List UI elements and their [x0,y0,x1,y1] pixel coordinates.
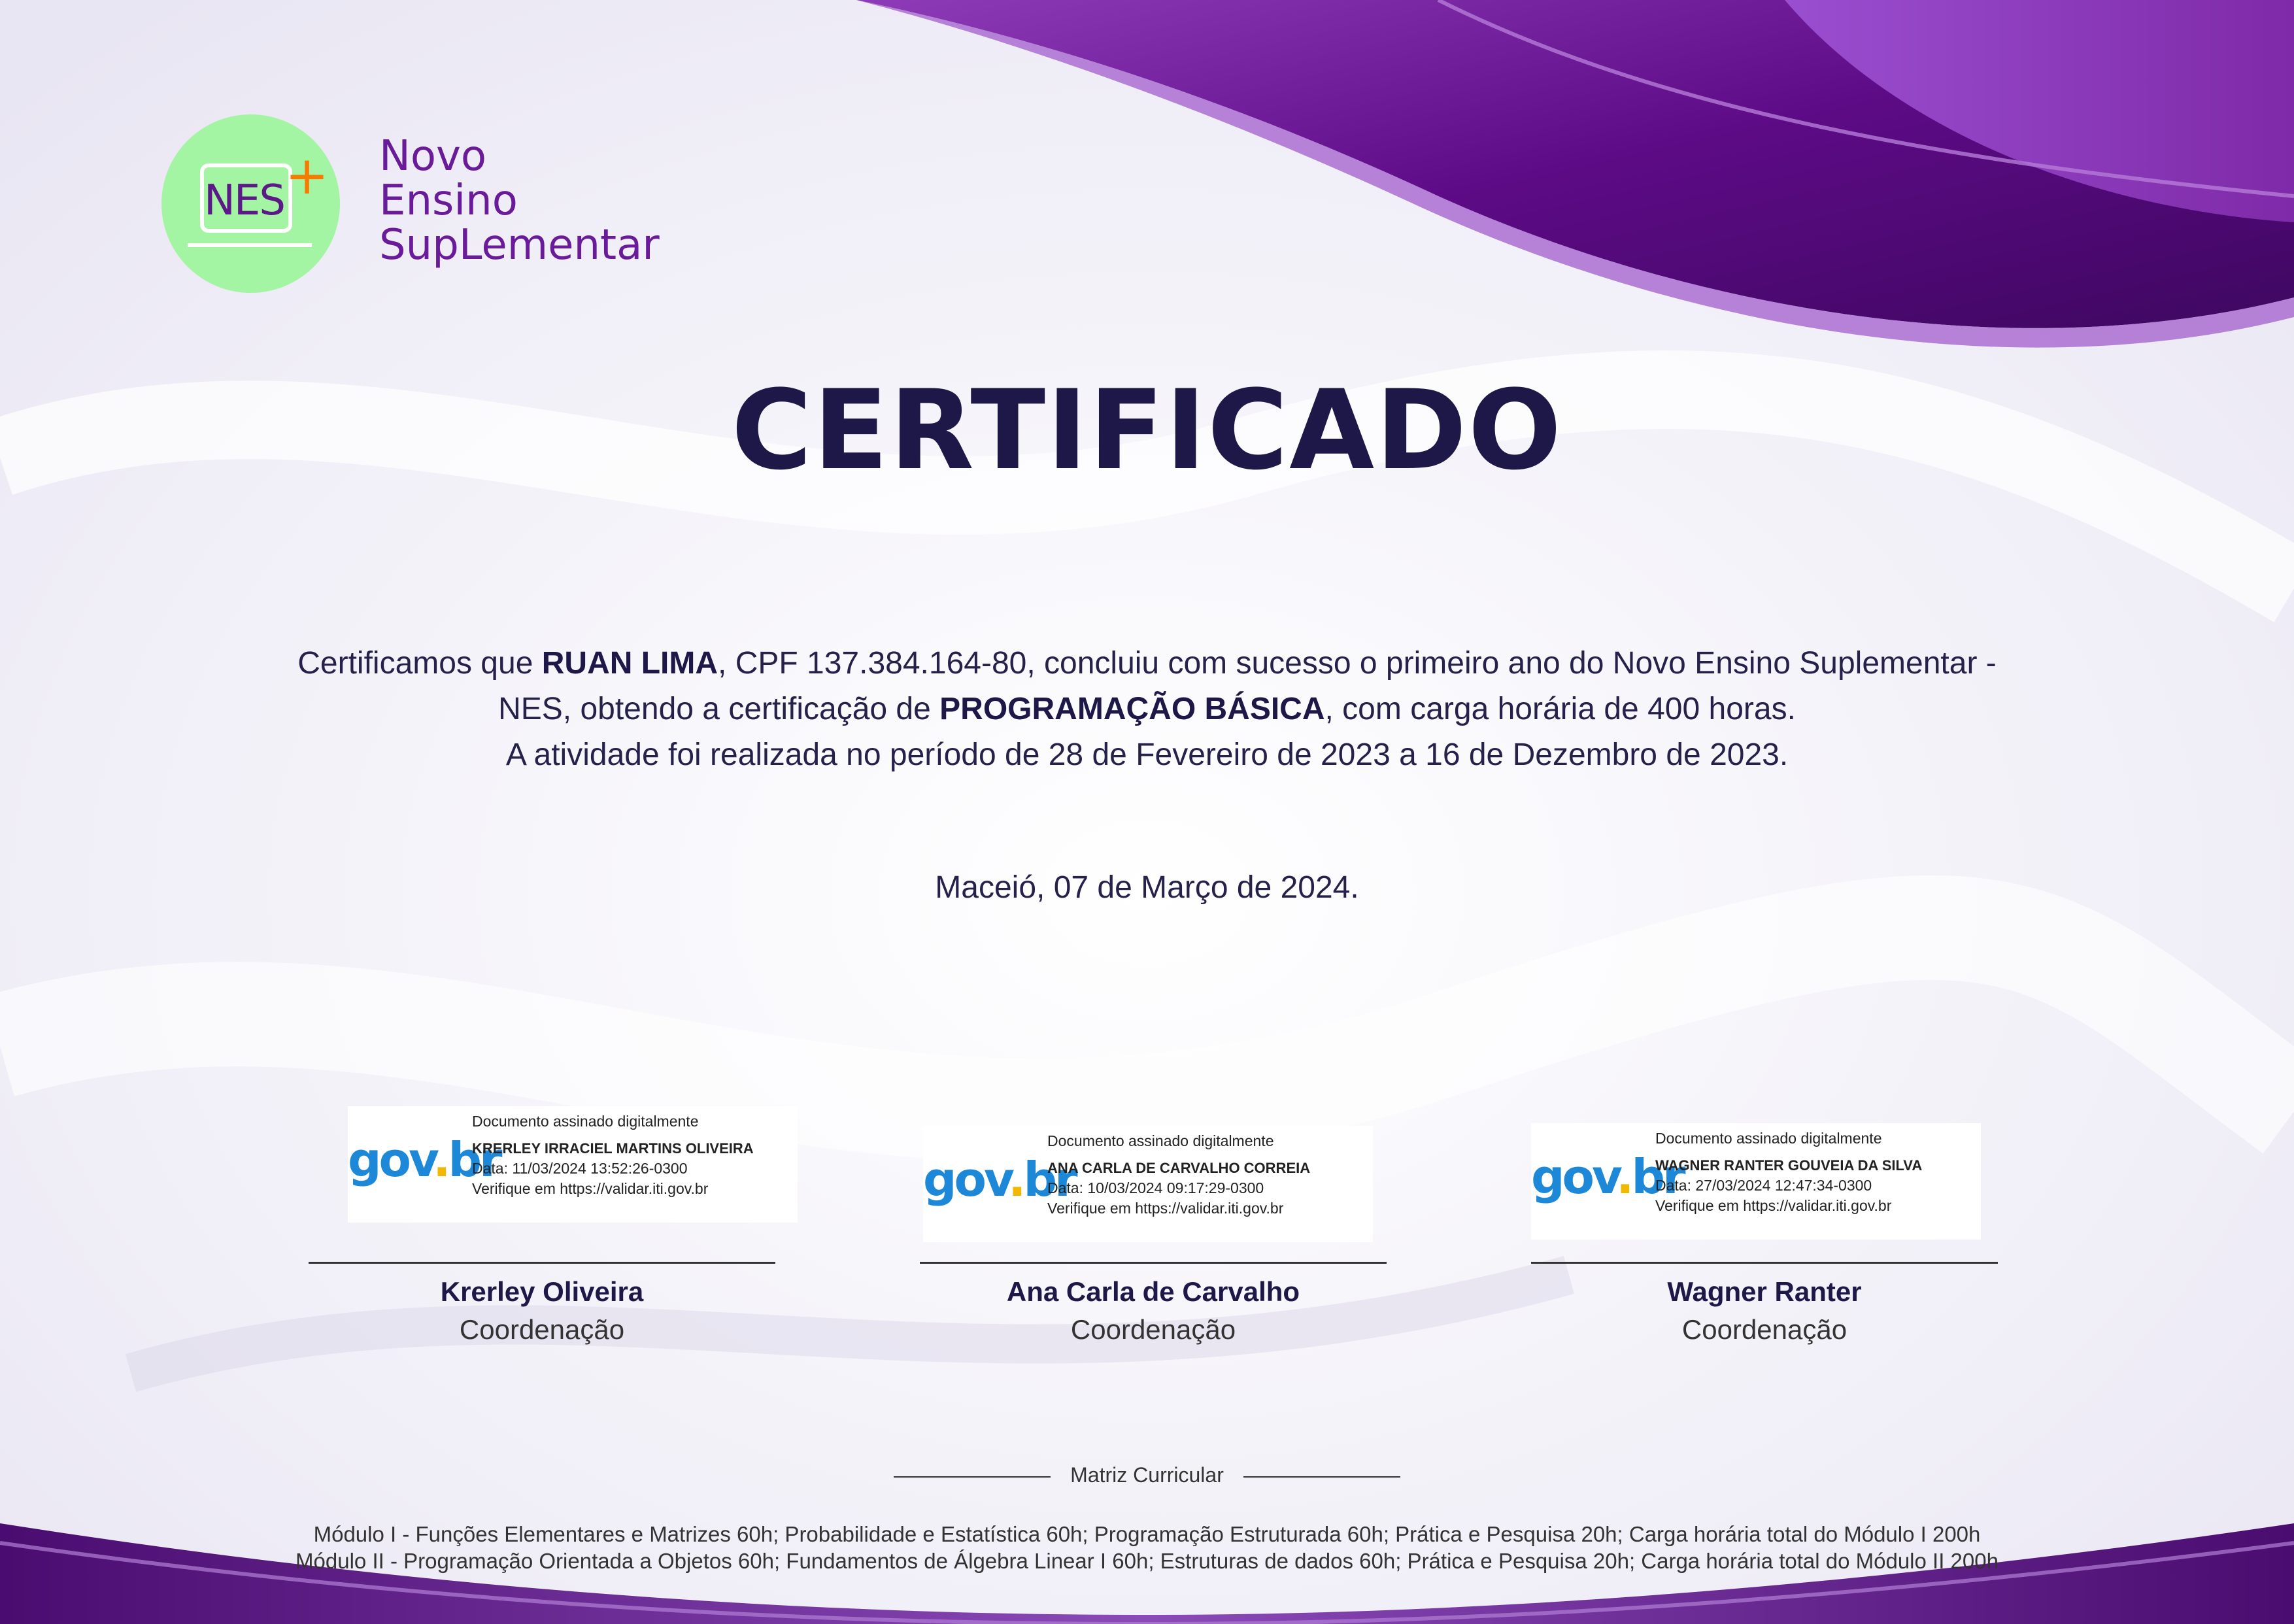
signer-name: Ana Carla de Carvalho [1006,1276,1300,1307]
logo-line-2: Ensino [379,177,518,225]
curriculum-label: Matriz Curricular [1070,1463,1224,1487]
curriculum-modules [0,1521,2294,1574]
gov-dot: . [1008,1152,1024,1207]
gov-dot: . [1616,1149,1632,1204]
body-text-2: , CPF 137.384.164-80, concluiu com sucesso o primeiro ano do Novo Ensino Suplementar - [718,646,1997,681]
stamp-details [1047,1131,1310,1219]
logo-wordmark [379,134,706,267]
signer-name: Wagner Ranter [1667,1276,1862,1307]
stamp-details [1655,1128,1922,1216]
signer-role: Coordenação [459,1314,625,1345]
br-text: br [1023,1152,1075,1207]
logo-line-1: Novo [379,132,487,180]
logo-badge-text: NES [204,177,284,225]
course-name: PROGRAMAÇÃO BÁSICA [939,692,1325,726]
digital-signature-stamp [923,1126,1373,1242]
stamp-verify-link: Verifique em https://validar.iti.gov.br [1655,1197,1892,1214]
stamp-header: Documento assinado digitalmente [1655,1130,1882,1147]
stamp-header: Documento assinado digitalmente [1047,1132,1274,1149]
stamp-verify-link: Verifique em https://validar.iti.gov.br [472,1180,709,1197]
module-line: Módulo I - Funções Elementares e Matrizes 60h; Probabilidade e Estatística 60h; Programação Estruturada 60h; Prática e Pesquisa 20h; Carga horária total do Módulo I 200h [313,1522,1981,1546]
stamp-signer-name: KRERLEY IRRACIEL MARTINS OLIVEIRA [472,1140,754,1157]
gov-text: gov [923,1152,1009,1207]
gov-dot: . [433,1132,448,1187]
student-name: RUAN LIMA [541,646,718,681]
signature-line [309,1262,775,1264]
logo-line-3: SupLementar [379,221,660,269]
gov-text: gov [1531,1149,1617,1204]
stamp-date: Data: 10/03/2024 09:17:29-0300 [1047,1179,1264,1196]
certificate-body [248,641,2046,778]
stamp-signer-name: WAGNER RANTER GOUVEIA DA SILVA [1655,1157,1923,1174]
stamp-date: Data: 27/03/2024 12:47:34-0300 [1655,1177,1872,1194]
digital-signature-stamp [348,1106,798,1223]
body-line-3: A atividade foi realizada no período de 28 de Fevereiro de 2023 a 16 de Dezembro de 2023. [505,737,1789,772]
certificate-title: CERTIFICADO [731,366,1563,494]
logo-plus-icon: + [285,145,329,206]
signature-line [1531,1262,1998,1264]
signer-role: Coordenação [1681,1314,1847,1345]
body-line-1 [248,641,2046,686]
body-text-3: NES, obtendo a certificação de [498,692,940,726]
module-line: Módulo II - Programação Orientada a Objetos 60h; Fundamentos de Álgebra Linear I 60h; Estruturas de dados 60h; Prática e Pesquisa 20h; Carga horária total do Módulo II 200h [295,1549,1999,1573]
br-text: br [448,1132,500,1187]
body-text-1: Certificamos que [297,646,542,681]
curriculum-heading [0,1463,2294,1487]
divider [894,1476,1051,1478]
gov-text: gov [348,1132,433,1187]
body-line-2 [248,686,2046,732]
digital-signature-stamp [1531,1123,1981,1240]
signer-name: Krerley Oliveira [440,1276,644,1307]
divider [1243,1476,1400,1478]
issue-date: Maceió, 07 de Março de 2024. [935,870,1359,905]
br-text: br [1631,1149,1683,1204]
stamp-date: Data: 11/03/2024 13:52:26-0300 [472,1160,688,1177]
stamp-details [472,1111,754,1199]
body-text-4: , com carga horária de 400 horas. [1324,692,1796,726]
signature-line [920,1262,1387,1264]
stamp-signer-name: ANA CARLA DE CARVALHO CORREIA [1047,1160,1311,1176]
stamp-header: Documento assinado digitalmente [472,1113,699,1130]
signer-role: Coordenação [1070,1314,1236,1345]
stamp-verify-link: Verifique em https://validar.iti.gov.br [1047,1200,1284,1217]
